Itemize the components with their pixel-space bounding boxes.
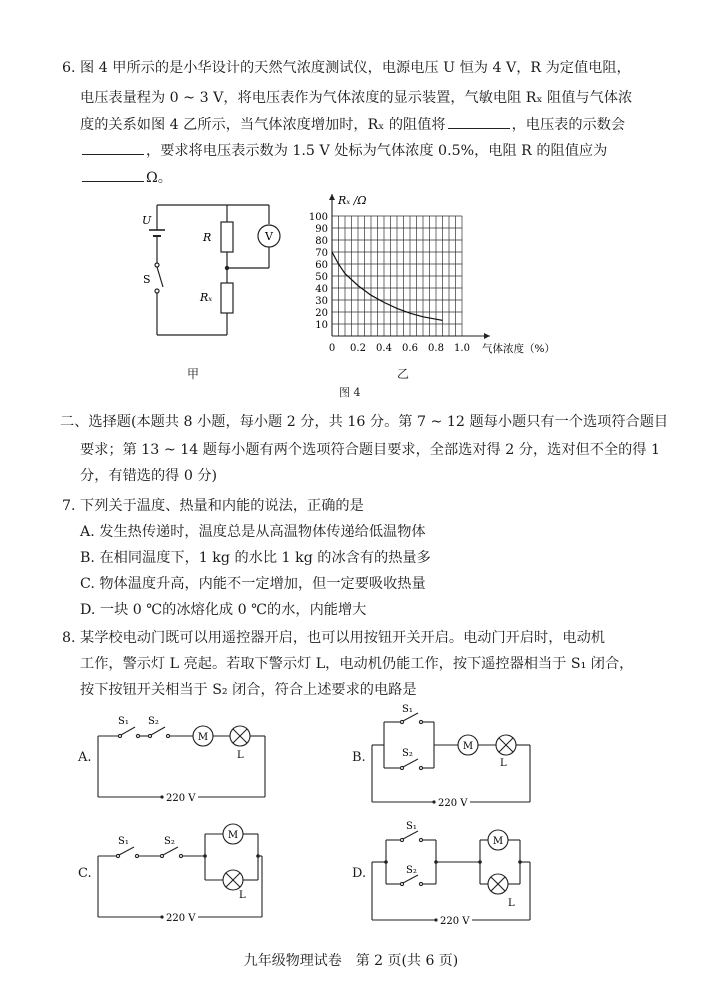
label-220v: 220 V xyxy=(166,793,196,804)
circuit-d[interactable] xyxy=(362,816,542,926)
q8-line-1: 8. 某学校电动门既可以用遥控器开启，也可以用按钮开关开启。电动门开启时，电动机 xyxy=(62,630,605,646)
y-tick-label: 60 xyxy=(315,260,328,271)
q7-option-b[interactable]: B. 在相同温度下，1 kg 的水比 1 kg 的冰含有的热量多 xyxy=(80,550,431,566)
fig4-caption: 图 4 xyxy=(339,386,361,399)
y-axis-arrow xyxy=(329,194,335,200)
y-tick-label: 100 xyxy=(308,212,328,223)
label-l: L xyxy=(508,898,515,909)
q8-line-3: 按下按钮开关相当于 S₂ 闭合，符合上述要求的电路是 xyxy=(80,682,417,698)
q6-blank-1[interactable] xyxy=(448,114,510,129)
label-R: R xyxy=(203,231,212,244)
q6-line-3b: ，电压表的示数会 xyxy=(511,117,626,133)
label-s2: S₂ xyxy=(164,836,175,847)
label-U: U xyxy=(142,214,152,227)
q7-stem: 7. 下列关于温度、热量和内能的说法，正确的是 xyxy=(62,498,364,514)
motor-symbol: M xyxy=(462,741,474,752)
x-tick-label: 0.2 xyxy=(350,343,366,354)
label-l: L xyxy=(237,750,244,761)
fig4-yi-chart xyxy=(300,188,590,373)
rx-curve xyxy=(332,252,443,320)
x-tick-label: 0 xyxy=(328,343,336,354)
q7-option-d[interactable]: D. 一块 0 ℃的冰熔化成 0 ℃的水，内能增大 xyxy=(80,602,367,618)
fig4-jia-circuit xyxy=(135,195,295,345)
section2-line-3: 分，有错选的得 0 分) xyxy=(80,468,218,484)
y-axis-label: Rₓ /Ω xyxy=(338,194,367,207)
label-s1: S₁ xyxy=(118,836,129,847)
label-220v: 220 V xyxy=(438,798,468,809)
label-220v: 220 V xyxy=(166,913,196,924)
label-Rx: Rₓ xyxy=(200,291,213,304)
label-S: S xyxy=(143,273,151,286)
y-tick-label: 40 xyxy=(315,284,328,295)
option-b-label[interactable]: B. xyxy=(352,750,366,765)
label-s2: S₂ xyxy=(402,748,413,759)
x-tick-label: 0.6 xyxy=(402,343,418,354)
q6-line-2: 电压表量程为 0 ~ 3 V，将电压表作为气体浓度的显示装置，气敏电阻 Rₓ 阻值与气体浓 xyxy=(80,90,633,106)
section2-line-2: 要求；第 13 ~ 14 题每小题有两个选项符合题目要求，全部选对得 2 分，选对但不全的得 1 xyxy=(80,442,660,458)
label-l: L xyxy=(239,890,246,901)
q7-option-a[interactable]: A. 发生热传递时，温度总是从高温物体传递给低温物体 xyxy=(80,524,426,540)
option-c-label[interactable]: C. xyxy=(78,866,92,881)
fig4-jia-label: 甲 xyxy=(187,367,200,381)
y-tick-label: 30 xyxy=(315,296,328,307)
section2-line-1: 二、选择题(本题共 8 小题，每小题 2 分，共 16 分。第 7 ~ 12 题每小题只有一个选项符合题目 xyxy=(60,414,669,430)
label-s1: S₁ xyxy=(402,704,413,715)
q6-line-5 xyxy=(80,167,172,188)
y-tick-label: 80 xyxy=(315,236,328,247)
x-axis-arrow xyxy=(484,333,490,339)
y-tick-label: 50 xyxy=(315,272,328,283)
y-tick-label: 10 xyxy=(315,320,328,331)
label-s2: S₂ xyxy=(406,865,417,876)
q6-blank-3[interactable] xyxy=(82,167,144,182)
motor-symbol: M xyxy=(492,836,504,847)
label-s1: S₁ xyxy=(406,821,417,832)
motor-symbol: M xyxy=(197,732,209,743)
q6-blank-2[interactable] xyxy=(82,140,144,155)
q8-line-2: 工作，警示灯 L 亮起。若取下警示灯 L，电动机仍能工作，按下遥控器相当于 S₁ 闭合， xyxy=(80,656,634,672)
x-tick-label: 1.0 xyxy=(454,343,470,354)
motor-symbol: M xyxy=(227,830,239,841)
q6-line-4 xyxy=(80,140,607,161)
x-tick-label: 0.8 xyxy=(428,343,444,354)
label-l: L xyxy=(500,758,507,769)
voltmeter-symbol: V xyxy=(265,230,273,243)
fig4-yi-label: 乙 xyxy=(397,367,410,381)
x-axis-label: 气体浓度（%） xyxy=(482,343,555,355)
q7-option-c[interactable]: C. 物体温度升高，内能不一定增加，但一定要吸收热量 xyxy=(80,576,426,592)
label-220v: 220 V xyxy=(440,916,470,926)
y-tick-label: 70 xyxy=(315,248,328,259)
page-footer: 九年级物理试卷 第 2 页(共 6 页) xyxy=(243,953,459,969)
option-a-label[interactable]: A. xyxy=(78,750,92,765)
x-tick-label: 0.4 xyxy=(376,343,392,354)
q6-line-3a: 度的关系如图 4 乙所示，当气体浓度增加时，Rₓ 的阻值将 xyxy=(80,117,446,133)
label-s2: S₂ xyxy=(148,716,159,727)
y-tick-label: 90 xyxy=(315,224,328,235)
q6-line-4-text: ，要求将电压表示数为 1.5 V 处标为气体浓度 0.5%，电阻 R 的阻值应为 xyxy=(146,143,608,159)
option-d-label[interactable]: D. xyxy=(352,866,367,881)
y-tick-label: 20 xyxy=(315,308,328,319)
label-s1: S₁ xyxy=(118,716,129,727)
q6-line-3 xyxy=(80,114,625,135)
circuit-b[interactable] xyxy=(362,700,542,810)
q6-line-1: 6. 图 4 甲所示的是小华设计的天然气浓度测试仪，电源电压 U 恒为 4 V，R 为定值电阻， xyxy=(62,60,631,76)
q6-line-5-text: Ω。 xyxy=(146,170,172,186)
circuit-a[interactable] xyxy=(90,712,275,807)
circuit-c[interactable] xyxy=(90,820,275,925)
